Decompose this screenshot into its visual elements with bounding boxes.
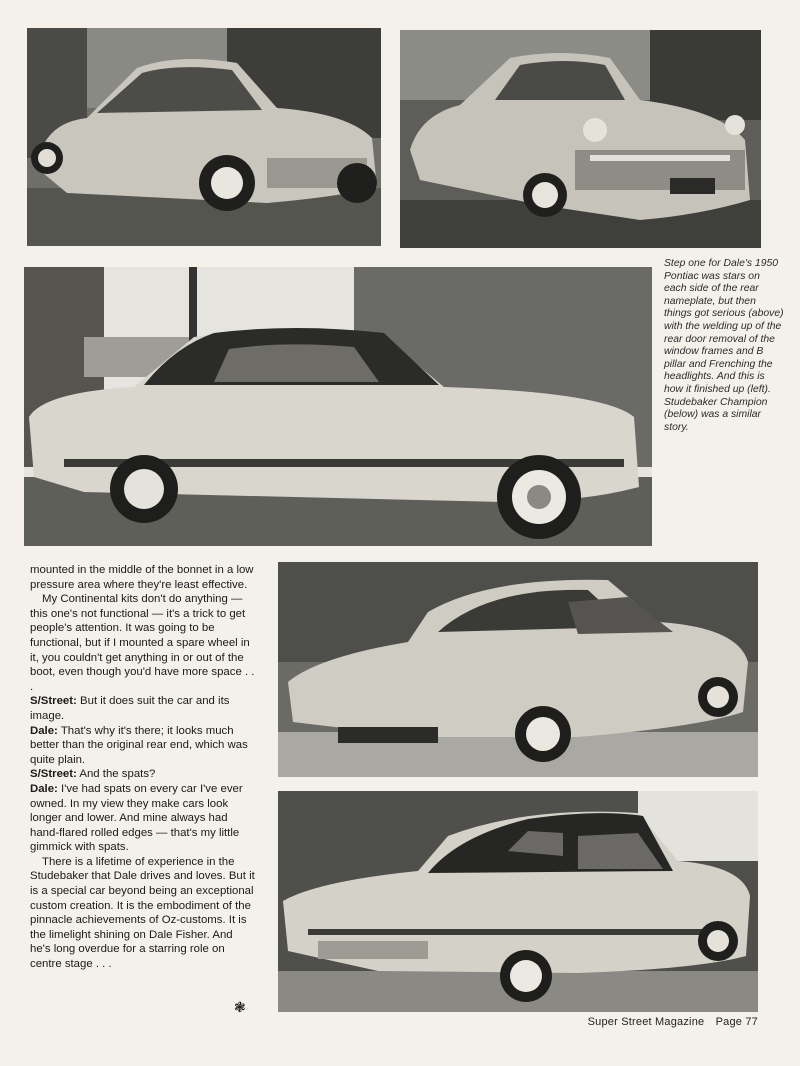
- photo-custom-pontiac-side: [24, 267, 652, 546]
- answer-1-text: That's why it's there; it looks much better than the original rear end, which was quite plain.: [30, 724, 248, 766]
- speaker-dale: Dale:: [30, 782, 58, 795]
- paragraph-1: mounted in the middle of the bonnet in a low pressure area where they're least effective.: [30, 564, 254, 591]
- answer-2: [30, 782, 256, 855]
- answer-2-text: I've had spats on every car I've ever owned. In my view they make cars look longer and lower. And mine always had hand-flared rolled edges — that's my little gimmick with spats.: [30, 782, 243, 854]
- answer-1: [30, 724, 256, 768]
- photo-studebaker-rear: [278, 562, 758, 777]
- studebaker-custom-image: [278, 791, 758, 1012]
- photo-caption: Step one for Dale's 1950 Pontiac was stars on each side of the rear nameplate, but then things got serious (above) with the welding up of the rear door removal of the window frames and B pillar and Frenching the headlights. And this is how it finished up (left). Studebaker Champion (below) was a similar story.: [664, 258, 784, 433]
- speaker-sstreet: S/Street:: [30, 768, 77, 781]
- paragraph-3: There is a lifetime of experience in the Studebaker that Dale drives and loves. But it is a special car beyond being an exceptional custom creation. It is the embodiment of the pinnacle achievements of Oz-customs. It is the limelight shining on Dale Fisher. And he's long overdue for a starring role on centre stage . . .: [30, 855, 255, 971]
- pontiac-front-left-image: [27, 28, 381, 246]
- photo-pontiac-front: [400, 30, 761, 248]
- page-footer: [588, 1016, 758, 1028]
- article-body: [30, 563, 256, 972]
- custom-pontiac-side-image: [24, 267, 652, 546]
- pontiac-front-image: [400, 30, 761, 248]
- question-2-text: And the spats?: [76, 768, 156, 781]
- photo-pontiac-front-left: [27, 28, 381, 246]
- question-1: [30, 694, 256, 723]
- studebaker-rear-image: [278, 562, 758, 777]
- paragraph-2: My Continental kits don't do anything — this one's not functional — it's a trick to get people's attention. It was going to be functional, but if I mounted a spare wheel in it, you couldn't get anything in or out of the boot, even though you'd have more space . . .: [30, 593, 255, 693]
- question-2: [30, 767, 256, 782]
- question-1-text: But it does suit the car and its image.: [30, 695, 230, 722]
- speaker-dale: Dale:: [30, 724, 58, 737]
- speaker-sstreet: S/Street:: [30, 695, 77, 708]
- page-number: Page 77: [715, 1016, 758, 1028]
- magazine-name: Super Street Magazine: [587, 1016, 705, 1028]
- photo-studebaker-custom: [278, 791, 758, 1012]
- end-mark-icon: ❃: [234, 999, 246, 1015]
